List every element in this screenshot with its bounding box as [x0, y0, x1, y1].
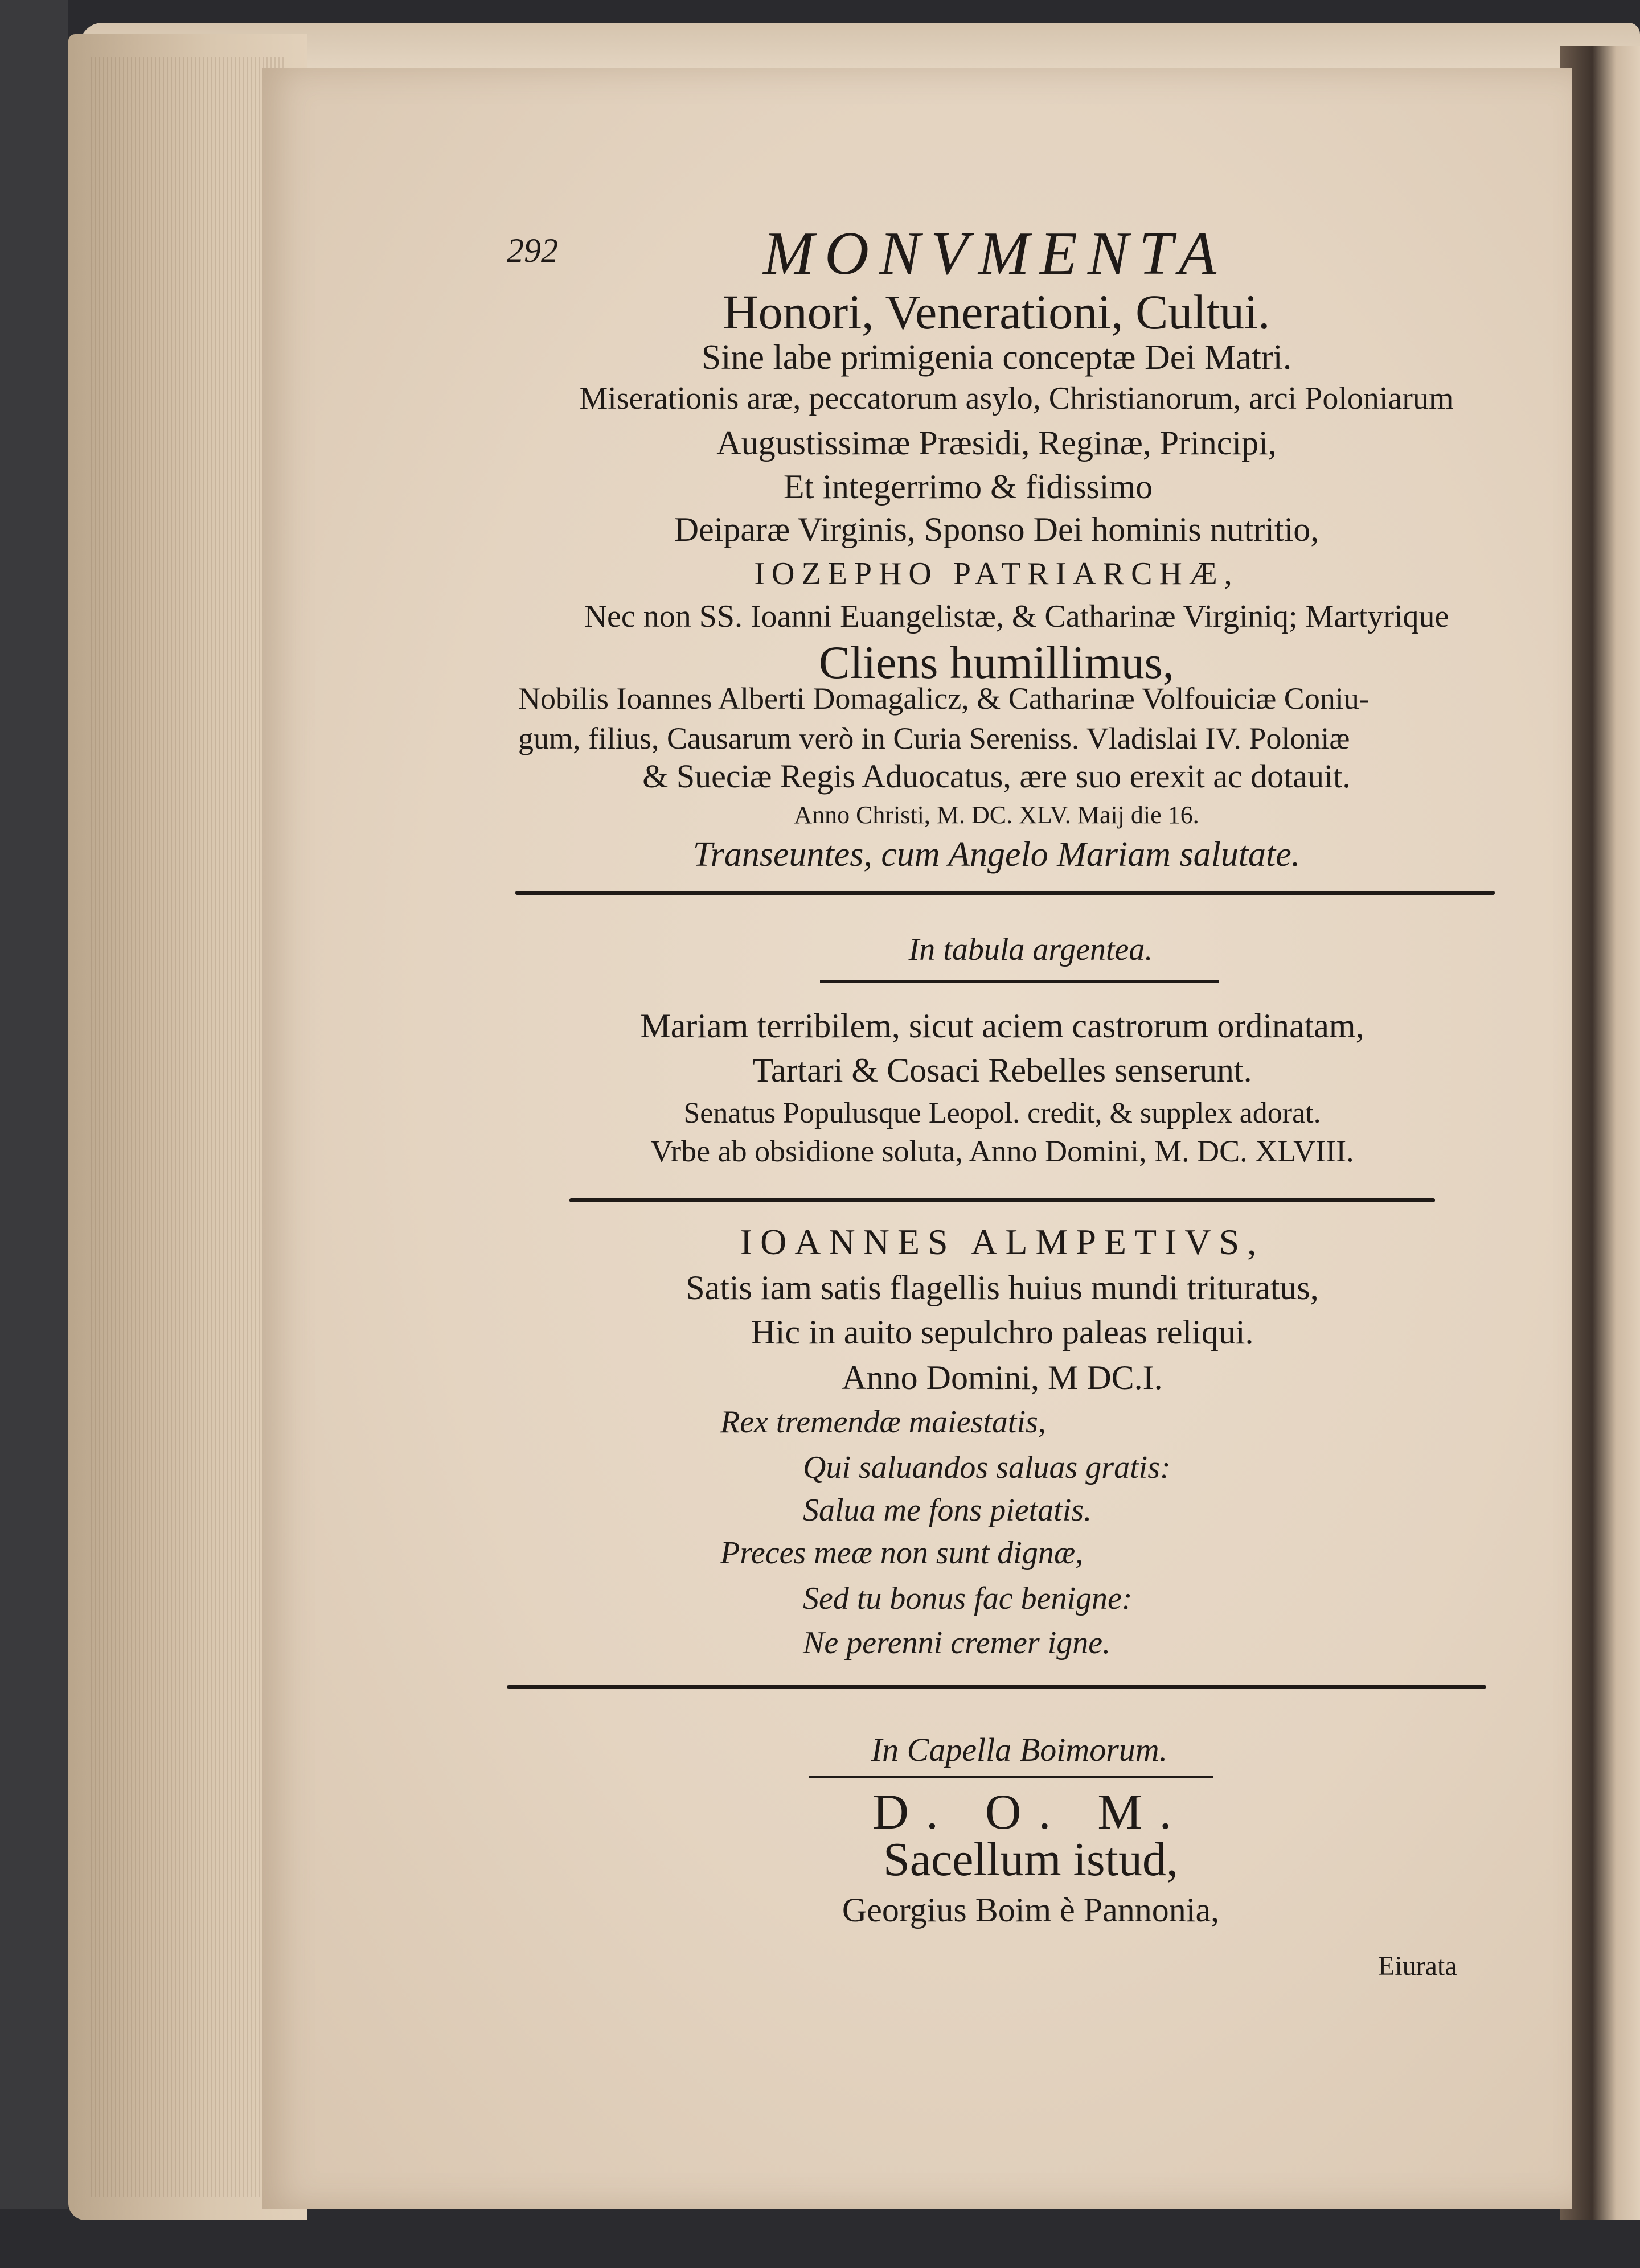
- section-line: D. O. M.: [872, 1785, 1189, 1840]
- inscription-line: Cliens humillimus,: [818, 636, 1175, 688]
- section-divider: [515, 891, 1495, 895]
- heading-underline: [820, 980, 1219, 983]
- section-line: Satis iam satis flagellis huius mundi trituratus,: [686, 1269, 1319, 1306]
- section-line: Mariam terribilem, sicut aciem castrorum ordinatam,: [640, 1007, 1364, 1045]
- heading-underline: [809, 1776, 1213, 1778]
- verse-line: Rex tremendæ maiestatis,: [720, 1404, 1046, 1440]
- section-line: Georgius Boim è Pannonia,: [842, 1891, 1220, 1929]
- verse-line: Salua me fons pietatis.: [803, 1493, 1092, 1528]
- section-heading: In Capella Boimorum.: [871, 1731, 1168, 1768]
- section-line: Anno Domini, M DC.I.: [842, 1359, 1163, 1396]
- inscription-line: Et integerrimo & fidissimo: [783, 468, 1153, 506]
- backdrop: [0, 0, 68, 2268]
- section-line: Hic in auito sepulchro paleas reliqui.: [751, 1313, 1254, 1351]
- section-line: Tartari & Cosaci Rebelles senserunt.: [752, 1051, 1252, 1089]
- verse-line: Sed tu bonus fac benigne:: [803, 1581, 1133, 1616]
- section-heading: In tabula argentea.: [908, 932, 1153, 967]
- inscription-line: Nec non SS. Ioanni Euangelistæ, & Catharinæ Virginiq; Martyrique: [584, 599, 1449, 634]
- inscription-line: Deiparæ Virginis, Sponso Dei hominis nutritio,: [674, 511, 1319, 548]
- section-divider: [569, 1198, 1435, 1202]
- verse-line: Ne perenni cremer igne.: [803, 1625, 1111, 1661]
- inscription-line: IOZEPHO PATRIARCHÆ,: [754, 556, 1239, 591]
- running-head: MONVMENTA: [763, 220, 1227, 287]
- inscription-line: Honori, Venerationi, Cultui.: [723, 285, 1270, 339]
- verse-line: Preces meæ non sunt dignæ,: [720, 1535, 1084, 1571]
- verse-line: Qui saluandos saluas gratis:: [803, 1450, 1171, 1485]
- inscription-line: gum, filius, Causarum verò in Curia Sereniss. Vladislai IV. Poloniæ: [518, 721, 1350, 755]
- inscription-salutation: Transeuntes, cum Angelo Mariam salutate.: [692, 835, 1301, 874]
- catchword: Eiurata: [1378, 1951, 1457, 1981]
- inscription-line: Nobilis Ioannes Alberti Domagalicz, & Catharinæ Volfouiciæ Coniu-: [518, 681, 1370, 716]
- inscription-date: Anno Christi, M. DC. XLV. Maij die 16.: [794, 801, 1199, 829]
- page-number: 292: [507, 232, 558, 269]
- section-line: Sacellum istud,: [883, 1833, 1178, 1886]
- section-line: IOANNES ALMPETIVS,: [740, 1222, 1265, 1262]
- inscription-line: Miserationis aræ, peccatorum asylo, Christianorum, arci Poloniarum: [579, 381, 1454, 416]
- section-divider: [507, 1685, 1486, 1689]
- section-line: Vrbe ab obsidione soluta, Anno Domini, M. DC. XLVIII.: [650, 1134, 1354, 1168]
- inscription-line: & Sueciæ Regis Aduocatus, ære suo erexit ac dotauit.: [642, 758, 1351, 795]
- section-line: Senatus Populusque Leopol. credit, & supplex adorat.: [683, 1097, 1321, 1129]
- inscription-line: Augustissimæ Præsidi, Reginæ, Principi,: [716, 424, 1277, 462]
- inscription-line: Sine labe primigenia conceptæ Dei Matri.: [701, 338, 1292, 377]
- book-gutter: [1560, 46, 1640, 2220]
- book-top-edge: [80, 23, 1640, 74]
